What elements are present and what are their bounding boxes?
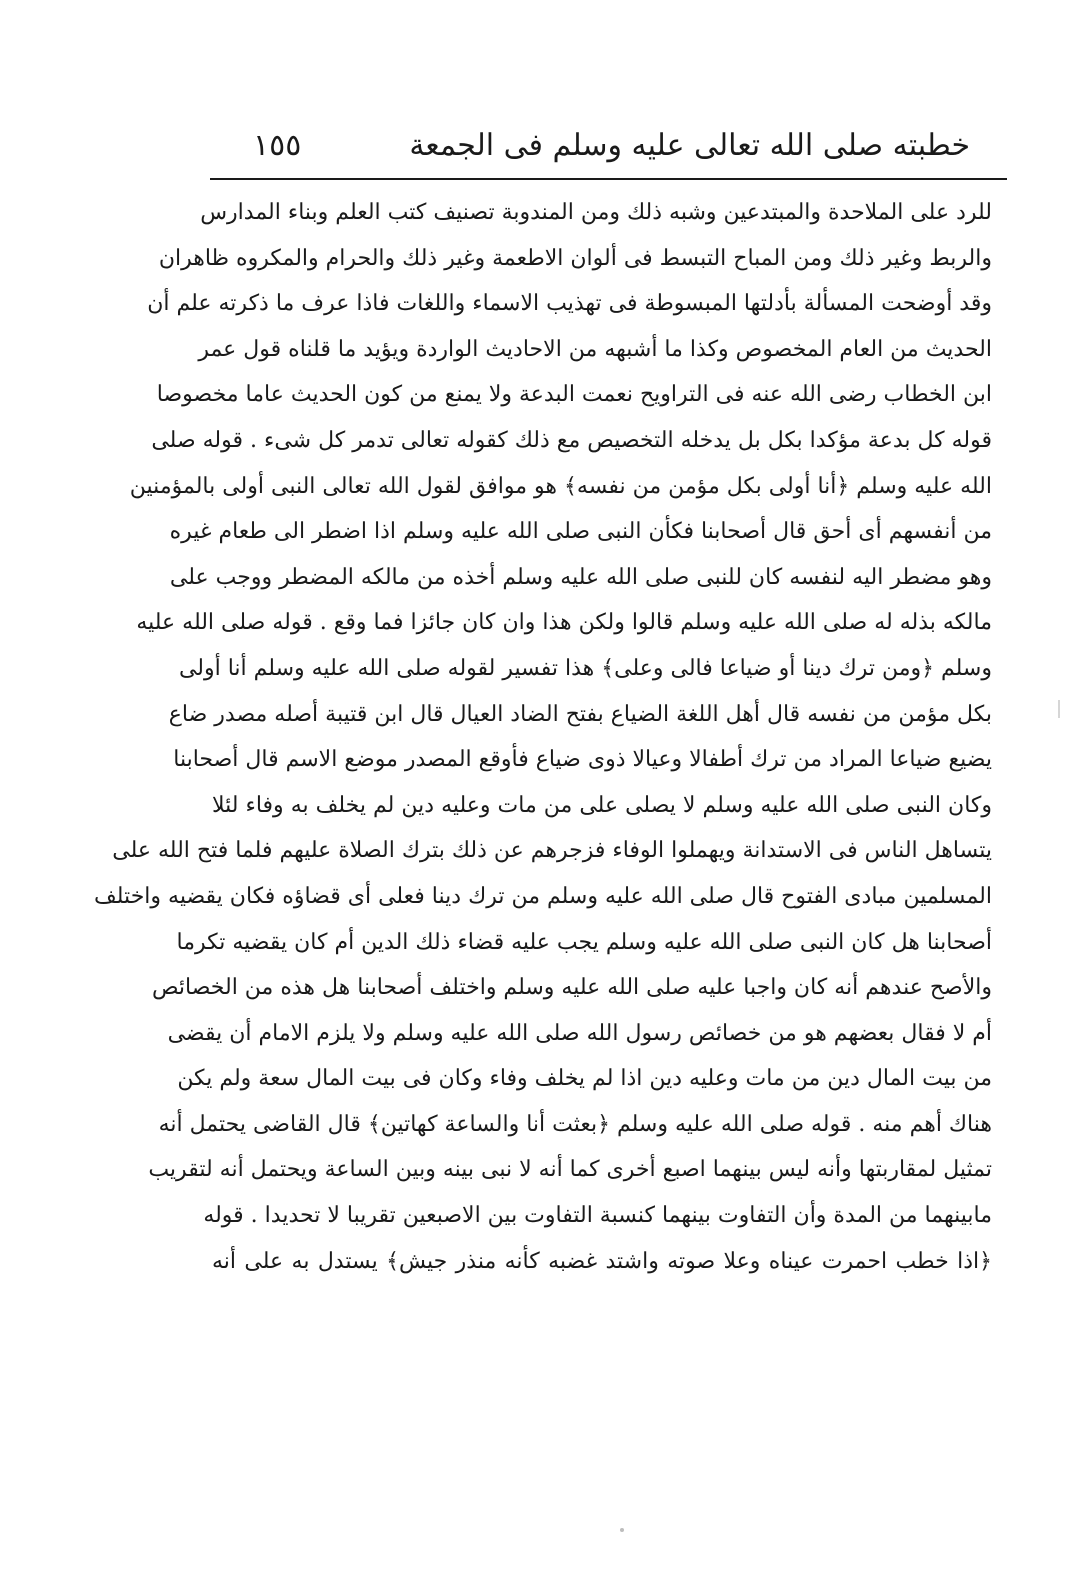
running-title: خطبته صلى الله تعالى عليه وسلم فى الجمعة [409, 128, 970, 163]
text-line: أصحابنا هل كان النبى صلى الله عليه وسلم يجب عليه قضاء ذلك الدين أم كان يقضيه تكرما [176, 929, 992, 955]
text-line: هناك أهم منه . قوله صلى الله عليه وسلم ﴿بعثت أنا والساعة كهاتين﴾ قال القاضى يحتمل أنه [158, 1111, 992, 1137]
text-line: أم لا فقال بعضهم هو من خصائص رسول الله صلى الله عليه وسلم ولا يلزم الامام أن يقضى [167, 1020, 992, 1046]
text-line: تمثيل لمقاربتها وأنه ليس بينهما اصبع أخرى كما أنه لا نبى بينه وبين الساعة ويحتمل أنه لتقريب [148, 1157, 992, 1183]
text-line: ابن الخطاب رضى الله عنه فى التراويح نعمت البدعة ولا يمنع من كون الحديث عاما مخصوصا [156, 382, 992, 408]
text-line: وكان النبى صلى الله عليه وسلم لا يصلى على من مات وعليه دين لم يخلف به وفاء لئلا [212, 792, 992, 818]
header-rule [210, 178, 1007, 180]
text-line: للرد على الملاحدة والمبتدعين وشبه ذلك ومن المندوبة تصنيف كتب العلم وبناء المدارس [200, 200, 992, 225]
text-line: الحديث من العام المخصوص وكذا ما أشبهه من الاحاديث الواردة ويؤيد ما قلناه قول عمر [198, 336, 992, 362]
text-line: وسلم ﴿ومن ترك دينا أو ضياعا فالى وعلى﴾ هذا تفسير لقوله صلى الله عليه وسلم أنا أولى [178, 655, 992, 681]
text-line: والربط وغير ذلك ومن المباح التبسط فى ألوان الاطعمة وغير ذلك والحرام والمكروه ظاهران [158, 245, 992, 271]
text-line: من أنفسهم أى أحق قال أصحابنا فكأن النبى صلى الله عليه وسلم اذا اضطر الى طعام غيره [169, 519, 992, 545]
text-line: والأصح عندهم أنه كان واجبا عليه صلى الله عليه وسلم واختلف أصحابنا هل هذه من الخصائص [151, 975, 992, 1001]
text-line: المسلمين مبادى الفتوح قال صلى الله عليه وسلم من ترك دينا فعلى أى قضاؤه فكان يقضيه واختلف [94, 883, 992, 909]
text-line: ﴿اذا خطب احمرت عيناه وعلا صوته واشتد غضبه كأنه منذر جيش﴾ يستدل به على أنه [212, 1248, 992, 1274]
text-line: قوله كل بدعة مؤكدا بكل بل يدخله التخصيص مع ذلك كقوله تعالى تدمر كل شىء . قوله صلى [151, 427, 992, 453]
text-line: وقد أوضحت المسألة بأدلتها المبسوطة فى تهذيب الاسماء واللغات فاذا عرف ما ذكرته علم أن [147, 291, 992, 317]
text-line: يضيع ضياعا المراد من ترك أطفالا وعيالا ذوى ضياع فأوقع المصدر موضع الاسم قال أصحابنا [173, 747, 992, 773]
text-line: وهو مضطر اليه لنفسه كان للنبى صلى الله عليه وسلم أخذه من مالكه المضطر ووجب على [169, 564, 992, 590]
text-line: مابينهما من المدة وأن التفاوت بينهما كنسبة التفاوت بين الاصبعين تقريبا لا تحديدا . قوله [203, 1203, 992, 1229]
margin-mark [1058, 700, 1060, 718]
text-line: مالكه بذله له صلى الله عليه وسلم قالوا ولكن هذا وان كان جائزا فما وقع . قوله صلى الله عليه [136, 610, 992, 636]
text-line: يتساهل الناس فى الاستدانة ويهملوا الوفاء فزجرهم عن ذلك بترك الصلاة عليهم فلما فتح الله على [112, 838, 992, 864]
scan-speck [620, 1528, 624, 1532]
page-number: ١٥٥ [253, 128, 302, 163]
text-line: الله عليه وسلم ﴿أنا أولى بكل مؤمن من نفسه﴾ هو موافق لقول الله تعالى النبى أولى بالمؤمنين [129, 473, 992, 499]
body-text [94, 190, 992, 1284]
text-line: من بيت المال دين من مات وعليه دين اذا لم يخلف وفاء وكان فى بيت المال سعة ولم يكن [177, 1066, 992, 1092]
text-line: بكل مؤمن من نفسه قال أهل اللغة الضياع بفتح الضاد العيال قال ابن قتيبة أصله مصدر ضاع [168, 701, 992, 727]
page-header [205, 122, 1015, 174]
